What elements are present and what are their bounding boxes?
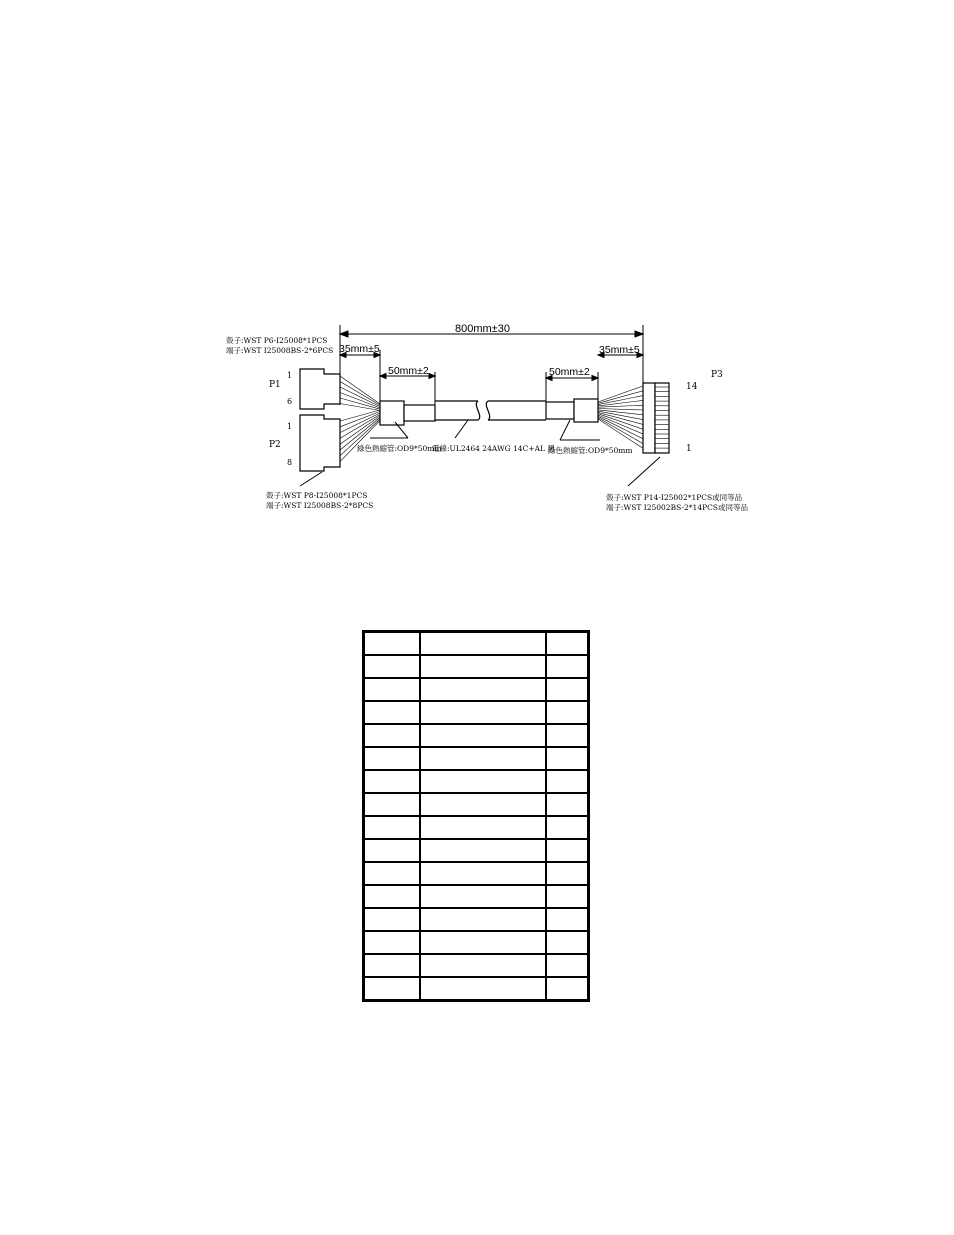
table-cell <box>364 655 421 678</box>
p1-label: P1 <box>269 380 281 390</box>
table-cell <box>420 839 546 862</box>
table-cell <box>546 747 589 770</box>
table-cell <box>364 954 421 977</box>
p2-pin-first: 1 <box>287 422 293 431</box>
table-row <box>364 977 589 1001</box>
right-strip-label: 35mm±5 <box>599 344 640 356</box>
table-cell <box>420 793 546 816</box>
p1-connector <box>300 369 340 409</box>
left-sleeve-note: 綠色熱縮管:OD9*50mm <box>357 444 442 453</box>
table-cell <box>546 678 589 701</box>
p1-pin-last: 6 <box>287 397 293 406</box>
table-row <box>364 954 589 977</box>
cable-body <box>435 401 546 420</box>
p2-terminal-note: 端子:WST I25008BS-2*8PCS <box>266 501 374 510</box>
wire <box>598 405 643 407</box>
table-cell <box>420 954 546 977</box>
table-row <box>364 724 589 747</box>
p3-connector <box>643 383 669 453</box>
p2-connector <box>300 415 340 471</box>
p1-housing-note: 殼子:WST P6-I25008*1PCS <box>226 336 328 345</box>
p3-pin-top: 14 <box>686 382 698 392</box>
wire <box>598 415 643 434</box>
table-cell <box>420 816 546 839</box>
table-cell <box>364 678 421 701</box>
pin-assignment-table <box>362 630 590 1002</box>
table-cell <box>420 678 546 701</box>
right-sleeve-length-label: 50mm±2 <box>549 366 590 378</box>
table-row <box>364 770 589 793</box>
wire <box>340 382 380 406</box>
table-row <box>364 839 589 862</box>
table-cell <box>364 908 421 931</box>
cable-assembly-drawing <box>0 0 954 560</box>
table-cell <box>364 816 421 839</box>
table-row <box>364 793 589 816</box>
left-strip-label: 35mm±5 <box>339 343 380 355</box>
p1-pin-first: 1 <box>287 371 293 380</box>
table-cell <box>420 977 546 1001</box>
table-cell <box>546 655 589 678</box>
table-cell <box>546 862 589 885</box>
table-cell <box>364 931 421 954</box>
table-cell <box>364 770 421 793</box>
right-sleeve-note: 綠色熱縮管:OD9*50mm <box>548 446 633 455</box>
p2-label: P2 <box>269 440 281 450</box>
table-cell <box>420 908 546 931</box>
table-cell <box>546 931 589 954</box>
left-sleeve-length-label: 50mm±2 <box>388 365 429 377</box>
table-cell <box>420 701 546 724</box>
table-cell <box>546 885 589 908</box>
wire <box>598 416 643 439</box>
wire <box>340 413 380 433</box>
table-cell <box>364 632 421 656</box>
table-cell <box>420 770 546 793</box>
right-sleeve-leader-tip <box>560 420 570 440</box>
table-cell <box>364 977 421 1001</box>
right-heat-shrink-sleeve <box>546 399 598 422</box>
table-row <box>364 678 589 701</box>
p3-terminal-note: 端子:WST I25002BS-2*14PCS或同等品 <box>606 503 749 512</box>
table-row <box>364 931 589 954</box>
table-cell <box>546 954 589 977</box>
cable-note: 電線:UL2464 24AWG 14C+AL 黑 <box>432 444 555 453</box>
table-cell <box>420 655 546 678</box>
wire <box>598 409 643 411</box>
table-row <box>364 908 589 931</box>
p3-pin-bottom: 1 <box>686 444 692 454</box>
table-row <box>364 862 589 885</box>
wire <box>598 419 643 449</box>
table-cell <box>546 839 589 862</box>
table-cell <box>546 770 589 793</box>
right-fanout-wires <box>598 386 643 448</box>
overall-length-label: 800mm±30 <box>455 323 510 335</box>
table-cell <box>546 632 589 656</box>
p3-housing-note: 殼子:WST P14-I25002*1PCS或同等品 <box>606 493 743 502</box>
table-cell <box>420 724 546 747</box>
table-cell <box>420 862 546 885</box>
p2-note-leader <box>300 472 322 486</box>
table-cell <box>420 632 546 656</box>
wire <box>340 404 380 411</box>
table-cell <box>546 701 589 724</box>
p2-pin-last: 8 <box>287 458 293 467</box>
table-cell <box>364 885 421 908</box>
table-row <box>364 632 589 656</box>
cable-note-leader <box>455 420 468 438</box>
p2-housing-note: 殼子:WST P8-I25008*1PCS <box>266 491 368 500</box>
wire <box>340 416 380 444</box>
table-cell <box>364 724 421 747</box>
p1-terminal-note: 端子:WST I25008BS-2*6PCS <box>226 346 334 355</box>
table-cell <box>364 862 421 885</box>
table-cell <box>364 747 421 770</box>
table-cell <box>420 885 546 908</box>
table-cell <box>364 839 421 862</box>
table-row <box>364 816 589 839</box>
table-cell <box>546 724 589 747</box>
table-cell <box>364 701 421 724</box>
p3-label: P3 <box>711 370 723 380</box>
table-cell <box>420 931 546 954</box>
wire <box>598 386 643 402</box>
p3-note-leader <box>628 457 660 486</box>
table-cell <box>546 908 589 931</box>
table-cell <box>546 816 589 839</box>
table-cell <box>364 793 421 816</box>
table-row <box>364 885 589 908</box>
table-row <box>364 747 589 770</box>
table-row <box>364 655 589 678</box>
table-cell <box>546 793 589 816</box>
table-cell <box>546 977 589 1001</box>
table-cell <box>420 747 546 770</box>
table-row <box>364 701 589 724</box>
left-heat-shrink-sleeve <box>380 401 435 425</box>
wire <box>340 393 380 408</box>
